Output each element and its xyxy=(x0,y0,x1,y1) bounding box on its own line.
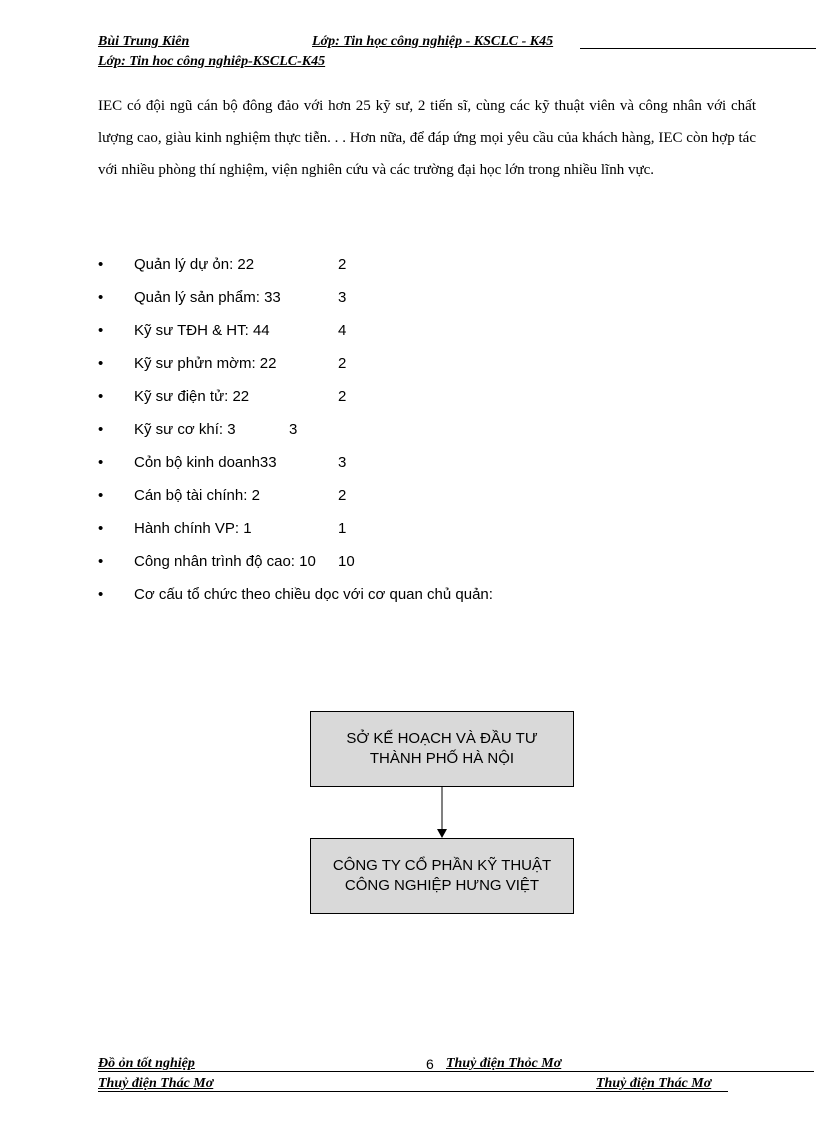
footer-left-title: Thuỷ điện Thác Mơ xyxy=(98,1076,214,1091)
org-box-department: SỞ KẾ HOẠCH VÀ ĐẦU TƯ THÀNH PHỐ HÀ NỘI xyxy=(310,711,574,787)
list-item-text: Kỹ sư phửn mờm: 22 xyxy=(134,355,277,372)
list-item-text: Quản lý dự ỏn: 22 xyxy=(134,256,255,273)
list-item-text: Quản lý sản phẩm: 33 xyxy=(134,289,281,306)
bullet-icon: • xyxy=(98,289,104,306)
header-class: Lớp: Tin học công nghiệp - KSCLC - K45 xyxy=(312,34,554,49)
footer-right-title: Thuỷ điện Thác Mơ xyxy=(596,1076,712,1091)
list-item-text: Cơ cấu tổ chức theo chiều dọc với cơ quan chủ quản: xyxy=(134,586,493,603)
list-item-text: Kỹ sư TĐH & HT: 44 xyxy=(134,322,270,339)
list-item-count: 2 xyxy=(338,355,347,372)
list-item-text: Công nhân trình độ cao: 10 xyxy=(134,553,316,570)
org-connector-arrow xyxy=(432,787,452,838)
bullet-icon: • xyxy=(98,520,104,537)
bullet-icon: • xyxy=(98,322,104,339)
list-item-text: Kỹ sư điện tử: 22 xyxy=(134,388,250,405)
list-item-count: 10 xyxy=(338,553,355,570)
bullet-icon: • xyxy=(98,487,104,504)
bullet-icon: • xyxy=(98,553,104,570)
header-rule xyxy=(580,48,816,49)
list-item-count: 4 xyxy=(338,322,347,339)
list-item-count: 2 xyxy=(338,388,347,405)
list-item-text: Hành chính VP: 1 xyxy=(134,520,252,537)
footer-thesis-label: Đồ ỏn tốt nghiệp xyxy=(98,1056,195,1071)
list-item-count: 3 xyxy=(338,454,347,471)
list-item-count: 1 xyxy=(338,520,347,537)
intro-paragraph: IEC có đội ngũ cán bộ đông đảo với hơn 25 kỹ sư, 2 tiến sĩ, cùng các kỹ thuật viên và công nhân với chất lượng cao, giàu kinh nghiệm thực tiễn. . . Hơn nữa, để đáp ứng mọi yêu cầu của khách hàng, IEC còn hợp tác với nhiều phòng thí nghiệm, viện nghiên cứu và các trường đại học lớn trong nhiều lĩnh vực. xyxy=(98,98,756,178)
bullet-icon: • xyxy=(98,256,104,273)
list-item-count: 3 xyxy=(289,421,298,438)
page-number: 6 xyxy=(426,1056,434,1072)
footer-project-title: Thuỷ điện Thỏc Mơ xyxy=(446,1056,562,1071)
footer-rule xyxy=(98,1071,814,1072)
list-item-text: Kỹ sư cơ khí: 3 xyxy=(134,421,236,438)
bullet-icon: • xyxy=(98,454,104,471)
footer-rule-bottom xyxy=(98,1091,728,1092)
header-author: Bùi Trung Kiên xyxy=(98,34,190,49)
bullet-icon: • xyxy=(98,355,104,372)
list-item-count: 2 xyxy=(338,487,347,504)
list-item-text: Cán bộ tài chính: 2 xyxy=(134,487,260,504)
header-class-repeat: Lớp: Tin hoc công nghiêp-KSCLC-K45 xyxy=(98,54,326,69)
bullet-icon: • xyxy=(98,421,104,438)
list-item-count: 3 xyxy=(338,289,347,306)
bullet-icon: • xyxy=(98,586,104,603)
org-box-company: CÔNG TY CỔ PHẦN KỸ THUẬT CÔNG NGHIỆP HƯNG VIỆT xyxy=(310,838,574,914)
bullet-icon: • xyxy=(98,388,104,405)
list-item-count: 2 xyxy=(338,256,347,273)
list-item-text: Cỏn bộ kinh doanh33 xyxy=(134,454,277,471)
